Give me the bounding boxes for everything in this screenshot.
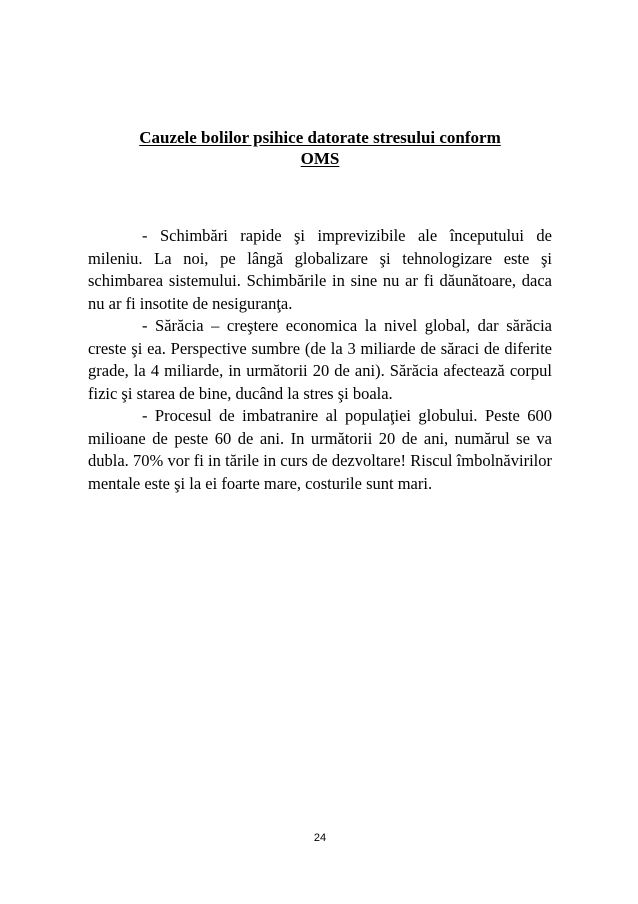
page-title — [88, 127, 552, 169]
paragraph-1: - Schimbări rapide şi imprevizibile ale începutului de mileniu. La noi, pe lângă globalizare şi tehnologizare este şi schimbarea sistemului. Schimbările in sine nu ar fi dăunătoare, daca nu ar fi insotite de nesiguranţa. — [88, 226, 552, 313]
paragraph-2: - Sărăcia – creştere economica la nivel global, dar sărăcia creste şi ea. Perspective sumbre (de la 3 miliarde de săraci de diferite grade, la 4 miliarde, in următorii 20 de ani). Sărăcia afectează corpul fizic şi starea de bine, ducând la stres şi boala. — [88, 316, 552, 403]
title-line-1: Cauzele bolilor psihice datorate stresului conform — [139, 128, 501, 147]
body-text — [88, 225, 552, 495]
title-line-2: OMS — [300, 149, 340, 168]
page-number: 24 — [313, 832, 327, 844]
paragraph-3: - Procesul de imbatranire al populaţiei globului. Peste 600 milioane de peste 60 de ani. In următorii 20 de ani, numărul se va dubla. 70% vor fi in tările in curs de dezvoltare! Riscul îmbolnăvirilor mentale este şi la ei foarte mare, costurile sunt mari. — [88, 406, 552, 493]
